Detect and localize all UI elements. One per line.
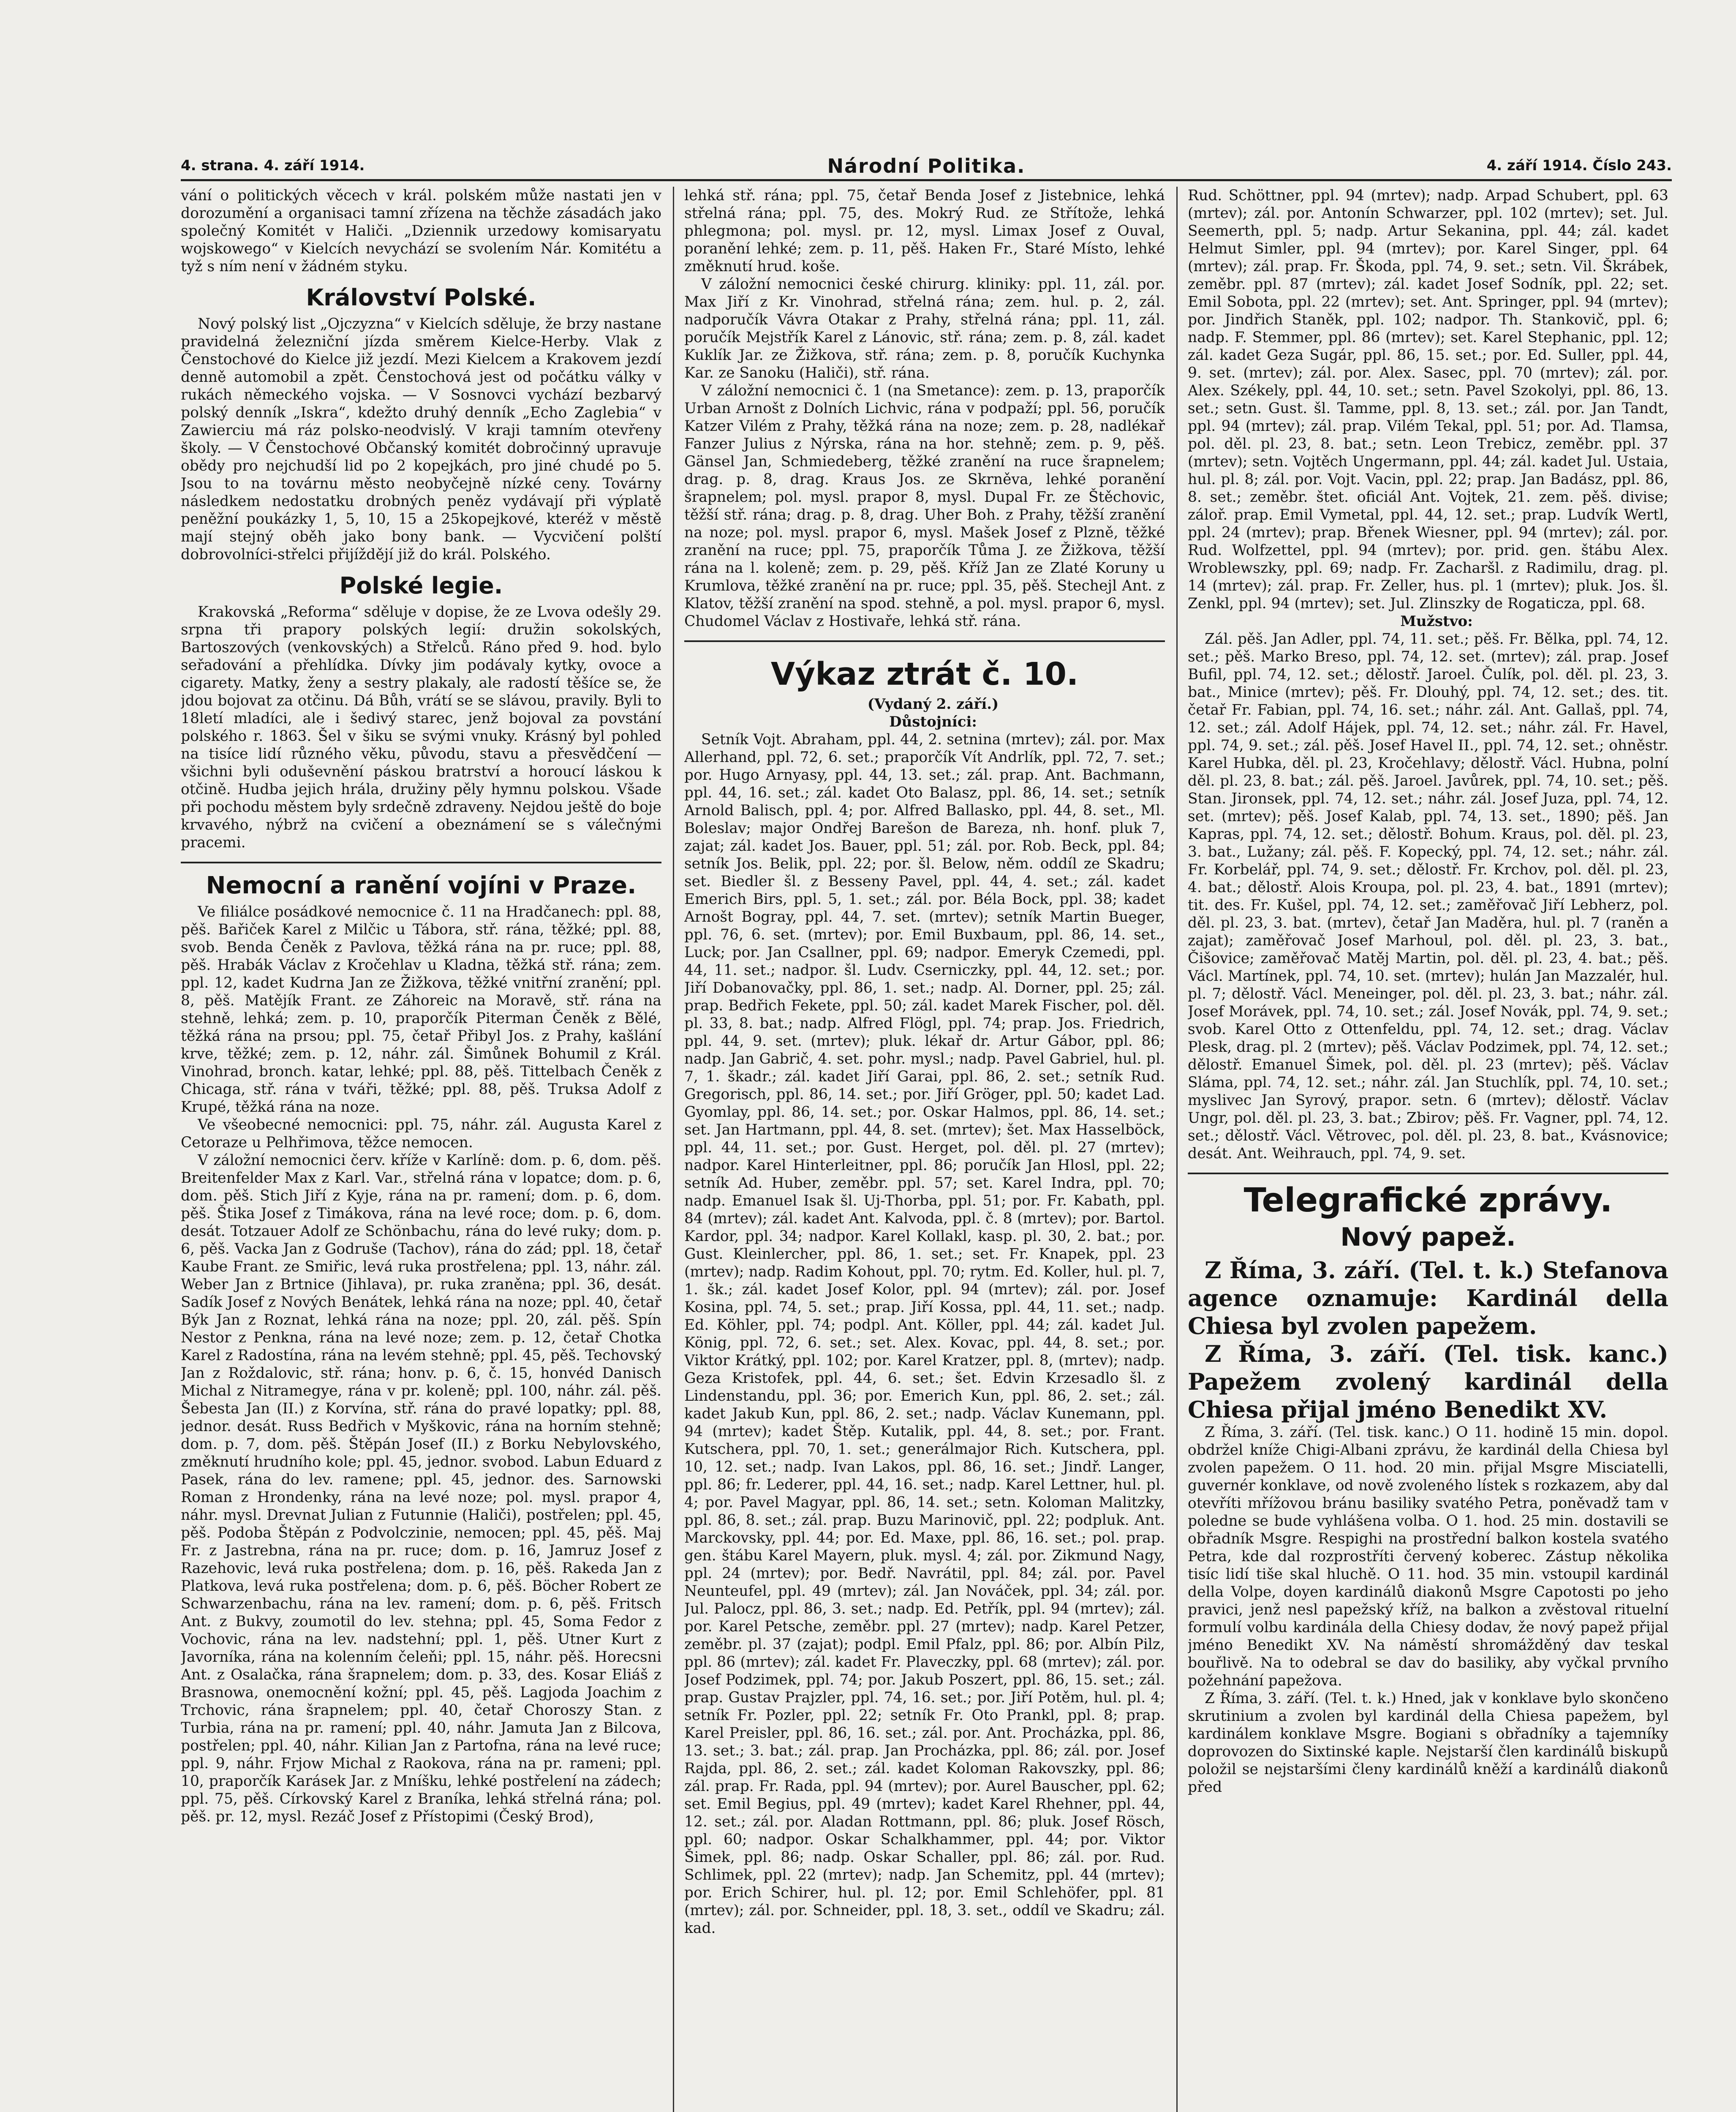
subheading-date: (Vydaný 2. září.) (867, 696, 999, 713)
header-issue-number: 4. září 1914. Číslo 243. (1486, 157, 1672, 174)
headline-novy-papez: Nový papež. (1340, 1222, 1516, 1252)
bulletin-lead: Z Říma, 3. září. (Tel. tisk. kanc.) Papežem zvolený kardinál della Chiesa přijal jméno Benedikt XV. (1188, 1340, 1668, 1423)
column-divider (673, 187, 674, 2112)
bulletin-lead: Z Říma, 3. září. (Tel. t. k.) Stefanova agence oznamuje: Kardinál della Chiesa byl zvolen papežem. (1188, 1257, 1668, 1339)
headline-nemocni-a-raneni: Nemocní a ranění vojíni v Praze. (206, 872, 637, 899)
article-continuation: vání o politických věcech v král. polském může nastati jen v dorozumění a organisaci tamní zřízena na těchže zásadách jako společný Komitét v Haliči. „Dziennik urzedowy komisaryatu wojskowego“ v Kielcích nevychází se svolením Nár. Komitétu a tyž s ním není v žádném styku. (181, 187, 661, 275)
section-divider (181, 862, 661, 863)
article-paragraph: Z Říma, 3. září. (Tel. tisk. kanc.) O 11. hodině 15 min. dopol. obdržel kníže Chigi-Albani zprávu, že kardinál della Chiesa byl zvolen papežem. O 11. hod. 20 min. přijal Msgre Misciatelli, guvernér konklave, od nově zvoleného lístek s rozkazem, aby dal otevříti mřížovou bránu basiliky svatého Petra, poněvadž tam v poledne se bude vyhlášena volba. O 1. hod. 25 min. dostavili se obřadník Msgre. Respighi na prostřední balkon kostela svatého Petra, kde dal rozprostříti červený koberec. Zástup několika tisíc lidí tiše skal hluchě. O 11. hod. 35 min. vstoupil kardinál della Volpe, doyen kardinálů diakonů Msgre Capotosti po jeho pravici, jenž nesl papežský kříž, na balkon a zvěstoval rituelní formulí volbu kardinála della Chiesy dodav, že nový papež přijal jméno Benedikt XV. Na náměstí shromážděný dav teskal bouřlivě. Na to odebral se dav do basiliky, aby vyčkal prvního požehnání papežova. (1188, 1424, 1668, 1689)
article-paragraph: V záložní nemocnici červ. kříže v Karlíně: dom. p. 6, dom. pěš. Breitenfelder Max z Karl. Var., střelná rána v lopatce; dom. p. 6, dom. pěš. Stich Jiří z Kyje, rána na pr. ramení; dom. p. 6, dom. pěš. Štika Josef z Timákova, rána na levé roce; dom. p. 6, dom. desát. Totzauer Adolf ze Schönbachu, rána do levé ruky; dom. p. 6, pěš. Vacka Jan z Godruše (Tachov), rána do zád; ppl. 18, četař Kaube Frant. ze Smiřic, levá ruka prostřelena; ppl. 13, náhr. zál. Weber Jan z Brtnice (Jihlava), pr. ruka zraněna; ppl. 36, desát. Sadík Josef z Nových Benátek, lehká rána na noze; ppl. 40, četař Býk Jan z Roznat, lehká rána na noze; ppl. 20, zál. pěš. Spín Nestor z Penkna, rána na levé noze; zem. p. 12, četař Chotka Karel z Radostína, rána na levém stehně; ppl. 45, pěš. Techovský Jan z Roždalovic, stř. rána; honv. p. 6, č. 15, honvéd Danisch Michal z Nitramegye, rána v pr. koleně; ppl. 100, náhr. zál. pěš. Šebesta Jan (II.) z Korvína, stř. rána do pravé lopatky; ppl. 88, jednor. desát. Russ Bedřich v Myškovic, rána na horním stehně; dom. p. 7, dom. pěš. Štěpán Josef (II.) z Borku Nebylovského, změknutí hrudního kole; ppl. 45, jednor. svobod. Labun Eduard z Pasek, rána do lev. ramene; ppl. 45, jednor. des. Sarnowski Roman z Hrondenky, rána na levé noze; pol. mysl. prapor 4, náhr. mysl. Drevnat Julian z Futunnie (Haliči), postřelen; ppl. 45, pěš. Podoba Štěpán z Podvolczinie, nemocen; ppl. 45, pěš. Maj Fr. z Jastrebna, rána na pr. ruce; dom. p. 16, Jamruz Josef z Razehovic, levá ruka postřelena; dom. p. 16, pěš. Rakeda Jan z Platkova, levá ruka postřelena; dom. p. 6, pěš. Böcher Robert ze Schwarzenbachu, rána na lev. ramení; dom. p. 6, pěš. Fritsch Ant. z Bukvy, zoumotil do lev. stehna; ppl. 45, Soma Fedor z Vochovic, rána na lev. nadstehní; ppl. 1, pěš. Utner Kurt z Javorníka, rána na kolenním čeleňi; ppl. 15, náhr. pěš. Horecsni Ant. z Osalačka, rána šrapnelem; dom. p. 33, des. Kosar Eliáš z Brasnowa, onemocnění kožní; ppl. 45, pěš. Lagjoda Joachim z Trchovic, rána šrapnelem; ppl. 40, četař Choroszy Stan. z Turbia, rána na pr. ramení; ppl. 40, náhr. Jamuta Jan z Bilcova, postřelen; ppl. 40, náhr. Kilian Jan z Partofna, rána na levé ruce; ppl. 9, náhr. Frjow Michal z Raokova, rána na pr. rameni; ppl. 10, praporčík Karásek Jar. z Mníšku, lehké postřelení na zádech; ppl. 75, pěš. Církovský Karel z Braníka, lehká střelná rána; pol. pěš. pr. 12, mysl. Rezáč Josef z Přístopimi (Český Brod), (181, 1152, 661, 1825)
article-paragraph: Nový polský list „Ojczyzna“ v Kielcích sděluje, že brzy nastane pravidelná železniční jízda směrem Kielce-Herby. Vlak z Čenstochové do Kielce již jezdí. Mezi Kielcem a Krakovem jezdí denně automobil a zpět. Čenstochová jest od počátku války v rukách německého vojska. — V Sosnovci vychází bezbarvý polský denník „Iskra“, kdežto druhý denník „Echo Zaglebia“ v Zawierciu má ráz polsko-neodvislý. V kraji tamním otevřeny školy. — V Čenstochové Občanský komitét dobročinný upravuje obědy pro nejchudší lid po 2 kopejkách, pro jiné chudé po 5. Jsou to na továrnu město neobyčejně nízké ceny. Továrny následkem nedostatku drobných peněz vydávají při výplatě peněžní poukázky 1, 5, 10, 15 a 25kopejkové, kteréž v městě mají stejný oběh jako bony bank. — Vycvičení polští dobrovolníci-střelci přijíždějí již do král. Polského. (181, 316, 661, 563)
page-header (181, 152, 1672, 181)
section-divider (1188, 1173, 1668, 1174)
column-divider (1176, 187, 1178, 2112)
article-continuation: lehká stř. rána; ppl. 75, četař Benda Josef z Jistebnice, lehká střelná rána; ppl. 75, des. Mokrý Rud. ze Střítože, lehká phlegmona; pol. mysl. pr. 12, mysl. Limax Josef z Ouval, poranění lehké; zem. p. 11, pěš. Haken Fr., Staré Místo, lehké změknutí hrud. koše. (684, 187, 1165, 275)
header-date-page: 4. strana. 4. září 1914. (181, 157, 365, 174)
section-divider (684, 640, 1165, 642)
headline-polske-legie: Polské legie. (339, 572, 503, 599)
article-paragraph: Ve všeobecné nemocnici: ppl. 75, náhr. zál. Augusta Karel z Cetoraze u Pelhřimova, těžce nemocen. (181, 1116, 661, 1151)
article-paragraph: V záložní nemocnici č. 1 (na Smetance): zem. p. 13, praporčík Urban Arnošt z Dolních Lichvic, rána v podpaží; ppl. 56, poručík Katzer Vilém z Prahy, těžká rána na noze; zem. p. 28, nadlékař Fanzer Julius z Nýrska, rána na hor. stehně; zem. p. 9, pěš. Gänsel Jan, Schmiedeberg, těžké zranění na ruce šrapnelem; drag. p. 8, drag. Kraus Jos. ze Skrněva, lehké poranění šrapnelem; pol. mysl. prapor 8, mysl. Dupal Fr. ze Štěchovic, těžší stř. rána; drag. p. 8, drag. Uher Boh. z Prahy, těžší zranění na noze; pol. mysl. prapor 6, mysl. Mašek Josef z Plzně, těžké zranění na ruce; ppl. 75, praporčík Tůma J. ze Žižkova, těžší rána na l. koleně; zem. p. 29, pěš. Kříž Jan ze Zlaté Koruny u Krumlova, těžké zranění na pr. ruce; ppl. 35, pěš. Stechejl Ant. z Klatov, těžší zranění na spod. stehně, a pol. mysl. prapor 6, mysl. Chudomel Václav z Hostivaře, lehká stř. rána. (684, 382, 1165, 630)
article-paragraph: V záložní nemocnici české chirurg. kliniky: ppl. 11, zál. por. Max Jiří z Kr. Vinohrad, střelná rána; zem. hul. p. 2, zál. nadporučík Vávra Otakar z Prahy, střelná rána; ppl. 11, zál. poručík Mejstřík Karel z Lánovic, stř. rána; zem. p. 8, zál. kadet Kuklík Jar. ze Žižkova, stř. rána; zem. p. 8, poručík Kuchynka Kar. ze Sanoku (Haliči), stř. rána. (684, 276, 1165, 381)
headline-telegraficke-zpravy: Telegrafické zprávy. (1243, 1181, 1613, 1219)
subheading-muzstvo: Mužstvo: (1400, 613, 1473, 630)
column-2 (684, 187, 1165, 2112)
article-paragraph: Krakovská „Reforma“ sděluje v dopise, že ze Lvova odešly 29. srpna tři prapory polských legií: družin sokolských, Bartoszových (venkovských) a Střelců. Ráno před 9. hod. bylo seřadování a přehlídka. Dívky jim podávaly kytky, ovoce a cigarety. Matky, ženy a sestry plakaly, ale radostí těšíce se, že jdou bojovat za otčinu. Dá Bůh, vrátí se se slávou, pravily. Byli to 18letí mladíci, ale i šedivý starec, jenž bojoval za povstání polského r. 1863. Šel v šiku se svými vnuky. Krásný byl pohled na tisíce lidí různého věku, původu, stavu a přesvědčení — všichni byli oduševnění páskou bratrství a horoucí láskou k otčině. Hudba jejich hrála, družiny pěly hymnu polskou. Všade při pochodu městem byly srdečně zdraveny. Nejdou ještě do boje krvavého, nýbrž na cvičení a obeznámení se s válečnými pracemi. (181, 604, 661, 851)
casualty-list-continuation: Rud. Schöttner, ppl. 94 (mrtev); nadp. Arpad Schubert, ppl. 63 (mrtev); zál. por. Antonín Schwarzer, ppl. 102 (mrtev); set. Jul. Seemerth, ppl. 5; nadp. Artur Sekanina, ppl. 44; zál. kadet Helmut Simler, ppl. 94 (mrtev); por. Karel Singer, ppl. 64 (mrtev); zál. prap. Fr. Škoda, ppl. 74, 9. set.; setn. Vil. Škrábek, zeměbr. ppl. 87 (mrtev); zál. kadet Josef Sodník, ppl. 22; set. Emil Sobota, ppl. 22 (mrtev); set. Ant. Springer, ppl. 94 (mrtev); por. Jindřich Staněk, ppl. 102; nadpor. Th. Stankovič, ppl. 6; nadp. F. Stemmer, ppl. 86 (mrtev); set. Karel Stephanic, ppl. 12; zál. kadet Geza Sugár, ppl. 86, 15. set.; por. Ed. Suller, ppl. 44, 9. set. (mrtev); zál. por. Alex. Sasec, ppl. 70 (mrtev); zál. por. Alex. Székely, ppl. 44, 10. set.; setn. Pavel Szokolyi, ppl. 86, 13. set.; setn. Gust. šl. Tamme, ppl. 8, 13. set.; zál. por. Jan Tandt, ppl. 94 (mrtev); zál. prap. Vilém Tekal, ppl. 51; por. Ad. Tlamsa, pol. děl. pl. 23, 8. bat.; setn. Leon Trebicz, zeměbr. ppl. 37 (mrtev); setn. Vojtěch Ungermann, ppl. 44; zál. kadet Jul. Ustaia, hul. pl. 8; zál. por. Vojt. Vacin, ppl. 22; prap. Jan Badász, ppl. 86, 8. set.; zeměbr. štet. oficiál Ant. Vojtek, 21. zem. pěš. divise; záloř. prap. Emil Vymetal, ppl. 44, 12. set.; prap. Ludvík Wertl, ppl. 24 (mrtev); prap. Břenek Wiesner, ppl. 94 (mrtev); zál. por. Rud. Wolfzettel, ppl. 94 (mrtev); por. prid. gen. štábu Alex. Wroblewszky, ppl. 69; nadp. Fr. Zacharšl. z Radimilu, drag. pl. 14 (mrtev); zál. prap. Fr. Zeller, hus. pl. 1 (mrtev); pluk. Jos. šl. Zenkl, ppl. 94 (mrtev); set. Jul. Zlinszky de Rogaticza, ppl. 68. (1188, 187, 1668, 612)
column-1 (181, 187, 661, 2112)
article-paragraph: Z Říma, 3. září. (Tel. t. k.) Hned, jak v konklave bylo skončeno skrutinium a zvolen byl kardinál della Chiesa papežem, byl kardinálem konklave Msgre. Bogiani s obřadníky a tajemníky doprovozen do Sixtinské kaple. Nejstarší člen kardinálů biskupů položil se nejstaršími členy kardinálů kněží a kardinálů diakonů před (1188, 1690, 1668, 1796)
casualty-list: Setník Vojt. Abraham, ppl. 44, 2. setnina (mrtev); zál. por. Max Allerhand, ppl. 72, 6. set.; praporčík Vít Andrlík, ppl. 72, 7. set.; por. Hugo Arnyasy, ppl. 44, 13. set.; zál. prap. Ant. Bachmann, ppl. 44, 16. set.; zál. kadet Oto Balasz, ppl. 86, 14. set.; setník Arnold Balisch, ppl. 4; por. Alfred Ballasko, ppl. 44, 8. set., Ml. Boleslav; major Ondřej Barešon de Bareza, nh. honf. pluk 7, zajat; zál. kadet Jos. Bauer, ppl. 51; zál. por. Rob. Beck, ppl. 84; setník Jos. Belik, ppl. 22; por. šl. Below, něm. oddíl ze Skadru; set. Biedler šl. z Besseny Pavel, ppl. 44, 4. set.; zál. kadet Emerich Birs, ppl. 5, 1. set.; zál. por. Béla Bock, ppl. 38; kadet Arnošt Bogray, ppl. 44, 7. set. (mrtev); setník Martin Bueger, ppl. 76, 6. set. (mrtev); por. Emil Buxbaum, ppl. 86, 14. set., Luck; por. Jan Csallner, ppl. 69; nadpor. Emeryk Czemedi, ppl. 44, 11. set.; nadpor. šl. Ludv. Cserniczky, ppl. 44, 12. set.; por. Jiří Dobanovačky, ppl. 86, 1. set.; nadp. Al. Dorner, ppl. 25; zál. prap. Bedřich Fekete, ppl. 50; zál. kadet Marek Fischer, pol. děl. pl. 33, 8. bat.; nadp. Alfred Flögl, ppl. 74; prap. Jos. Friedrich, ppl. 44, 9. set. (mrtev); pluk. lékař dr. Artur Gábor, ppl. 86; nadp. Jan Gabrič, 4. set. pohr. mysl.; nadp. Pavel Gabriel, hul. pl. 7, 1. škadr.; zál. kadet Jiří Garai, ppl. 86, 2. set.; setník Rud. Gregorisch, ppl. 86, 14. set.; por. Jiří Gröger, ppl. 50; kadet Lad. Gyomlay, ppl. 86, 14. set.; por. Oskar Halmos, ppl. 86, 14. set.; set. Jan Hartmann, ppl. 44, 8. set. (mrtev); šet. Max Hasselböck, ppl. 44, 11. set.; por. Gust. Herget, pol. děl. pl. 27 (mrtev); nadpor. Karel Hinterleitner, ppl. 86; poručík Jan Hlosl, ppl. 22; setník Ad. Huber, zeměbr. ppl. 57; set. Karel Indra, ppl. 70; nadp. Emanuel Isak šl. Uj-Thorba, ppl. 51; por. Fr. Kabath, ppl. 84 (mrtev); zál. kadet Ant. Kalvoda, ppl. č. 8 (mrtev); por. Bartol. Kardor, ppl. 34; nadpor. Karel Kollakl, kasp. pl. 30, 2. bat.; por. Gust. Kleinlercher, ppl. 86, 1. set.; set. Fr. Knapek, ppl. 23 (mrtev); nadp. Radim Kohout, ppl. 70; rytm. Ed. Koller, hul. pl. 7, 1. šk.; zál. kadet Josef Kolor, ppl. 94 (mrtev); zál. por. Josef Kosina, ppl. 74, 5. set.; prap. Jiří Kossa, ppl. 44, 11. set.; nadp. Ed. Köhler, ppl. 74; podpl. Ant. Köller, ppl. 44; zál. kadet Jul. König, ppl. 72, 6. set.; set. Alex. Kovac, ppl. 44, 8. set.; por. Viktor Krátký, ppl. 102; por. Karel Kratzer, ppl. 8, (mrtev); nadp. Geza Kristofek, ppl. 44, 6. set.; šet. Edvin Krzesadlo šl. z Lindenstandu, ppl. 36; por. Emerich Kun, ppl. 86, 2. set.; zál. kadet Jakub Kun, ppl. 86, 2. set.; nadp. Václav Kunemann, ppl. 94 (mrtev); kadet Štěp. Kutalik, ppl. 44, 8. set.; por. Frant. Kutschera, ppl. 70, 1. set.; generálmajor Rich. Kutschera, ppl. 10, 12. set.; nadp. Ivan Lakos, ppl. 86, 16. set.; Jindř. Langer, ppl. 86; fr. Lederer, ppl. 44, 16. set.; nadp. Karel Lettner, hul. pl. 4; por. Pavel Magyar, ppl. 86, 14. set.; setn. Koloman Malitzky, ppl. 86, 8. set.; zál. prap. Buzu Marinovič, ppl. 22; podpluk. Ant. Marckovsky, ppl. 44; por. Ed. Maxe, ppl. 86, 16. set.; pol. prap. gen. štábu Karel Mayern, pluk. mysl. 4; zál. por. Zikmund Nagy, ppl. 24 (mrtev); por. Bedř. Navrátil, ppl. 84; zál. por. Pavel Neunteufel, ppl. 49 (mrtev); zál. Jan Nováček, ppl. 34; zál. por. Jul. Palocz, ppl. 86, 3. set.; nadp. Ed. Petřík, ppl. 94 (mrtev); zál. por. Karel Petsche, zeměbr. ppl. 27 (mrtev); nadp. Karel Petzer, zeměbr. pl. 37 (zajat); podpl. Emil Pfalz, ppl. 86; por. Albín Pilz, ppl. 86 (mrtev); zál. kadet Fr. Plaveczky, ppl. 68 (mrtev); zál. por. Josef Podzimek, ppl. 74; por. Jakub Poszert, ppl. 86, 15. set.; zál. prap. Gustav Prajzler, ppl. 74, 16. set.; por. Jiří Potěm, hul. pl. 4; setník Fr. Pozler, ppl. 22; setník Fr. Oto Prankl, ppl. 8; prap. Karel Preisler, ppl. 86, 16. set.; zál. por. Ant. Procházka, ppl. 86, 13. set.; 3. bat.; zál. prap. Jan Procházka, ppl. 86; zál. por. Josef Rajda, ppl. 86, 2. set.; zál. kadet Koloman Rakovszky, ppl. 86; zál. prap. Fr. Rada, ppl. 94 (mrtev); por. Aurel Bauscher, ppl. 62; set. Emil Begius, ppl. 49 (mrtev); kadet Karel Rhehner, ppl. 44, 12. set.; zál. por. Aladan Rottmann, ppl. 86; pluk. Josef Rösch, ppl. 60; nadpor. Oskar Schalkhammer, ppl. 44; por. Viktor Šimek, ppl. 86; nadp. Oskar Schaller, ppl. 86; zál. por. Rud. Schlimek, ppl. 22 (mrtev); nadp. Jan Schemitz, ppl. 44 (mrtev); por. Erich Schirer, hul. pl. 12; por. Emil Schlehöfer, ppl. 81 (mrtev); zál. por. Schneider, ppl. 18, 3. set., oddíl ve Skadru; zál. kad. (684, 731, 1165, 1937)
headline-vykaz-ztrat: Výkaz ztrát č. 10. (770, 656, 1079, 692)
article-paragraph: Ve filiálce posádkové nemocnice č. 11 na Hradčanech: ppl. 88, pěš. Bařiček Karel z Milčic u Tábora, stř. rána, těžké; ppl. 88, svob. Benda Čeněk z Pavlova, těžká rána na pr. ruce; ppl. 88, pěš. Hrabák Václav z Kročehlav u Kladna, těžká stř. rána; zem. ppl. 12, kadet Kudrna Jan ze Žižkova, těžké vnitřní zranění; ppl. 8, pěš. Matějík Frant. ze Záhoreic na Moravě, stř. rána na stehně, lehká; zem. p. 10, praporčík Piterman Čeněk z Bělé, těžká rána na prsou; ppl. 75, četař Přibyl Jos. z Prahy, kašlání krve, těžké; zem. p. 12, náhr. zál. Šimůnek Bohumil z Král. Vinohrad, bronch. katar, lehké; ppl. 88, pěš. Tittelbach Čeněk z Chicaga, stř. rána v tváři, těžké; ppl. 88, pěš. Truksa Adolf z Krupé, těžká rána na noze. (181, 904, 661, 1116)
masthead-title: Národní Politika. (827, 155, 1026, 177)
headline-kralovstvi-polske: Království Polské. (306, 284, 536, 311)
subheading-officers: Důstojníci: (889, 713, 977, 730)
casualty-list: Zál. pěš. Jan Adler, ppl. 74, 11. set.; pěš. Fr. Bělka, ppl. 74, 12. set.; pěš. Marko Breso, ppl. 74, 12. set. (mrtev); zál. prap. Josef Bufil, ppl. 74, 12. set.; dělostř. Jaroel. Čulík, pol. děl. pl. 23, 3. bat., Minice (mrtev); pěš. Fr. Dlouhý, ppl. 74, 12. set.; des. tit. četař Fr. Fabian, ppl. 74, 16. set.; náhr. zál. Ant. Gallaš, ppl. 74, 12. set.; zál. Adolf Hájek, ppl. 74, 12. set.; náhr. zál. Fr. Havel, ppl. 74, 9. set.; zál. pěš. Josef Havel II., ppl. 74, 12. set.; ohněstr. Karel Hubka, děl. pl. 23, Kročehlavy; dělostř. Václ. Hubna, polní děl. pl. 23, 8. bat.; zál. pěš. Jaroel. Javůrek, ppl. 74, 10. set.; pěš. Stan. Jironsek, ppl. 74, 12. set.; náhr. zál. Josef Juza, ppl. 74, 12. set. (mrtev); pěš. Josef Kalab, ppl. 74, 13. set., 1890; pěš. Jan Kapras, ppl. 74, 12. set.; dělostř. Bohum. Kraus, pol. děl. pl. 23, 3. bat., Lužany; zál. pěš. F. Kopecký, ppl. 74, 12. set.; náhr. zál. Fr. Korbelář, ppl. 74, 9. set.; dělostř. Fr. Krchov, pol. děl. pl. 23, 4. bat.; dělostř. Alois Kroupa, pol. pl. 23, 4. bat., 1891 (mrtev); tit. des. Fr. Kušel, ppl. 74, 12. set.; zaměřovač Jiří Lebherz, pol. děl. pl. 23, 3. bat. (mrtev), četař Jan Maděra, hul. pl. 7 (raněn a zajat); zaměřovač Josef Marhoul, pol. děl. pl. 23, 3. bat., Čišovice; zaměřovač Matěj Martin, pol. děl. pl. 23, 4. bat.; pěš. Václ. Martínek, ppl. 74, 10. set. (mrtev); hulán Jan Mazzalér, hul. pl. 7; dělostř. Václ. Meneinger, pol. děl. pl. 23, 3. bat.; náhr. zál. Josef Morávek, ppl. 74, 10. set.; zál. Josef Novák, ppl. 74, 9. set.; svob. Karel Otto z Ottenfeldu, ppl. 74, 12. set.; drag. Václav Plesk, drag. pl. 2 (mrtev); pěš. Václav Podzimek, ppl. 74, 12. set.; dělostř. Emanuel Šimek, pol. děl. pl. 23 (mrtev); pěš. Václav Sláma, ppl. 74, 12. set.; náhr. zál. Jan Stuchlík, ppl. 74, 10. set.; myslivec Jan Syrový, prapor. setn. 6 (mrtev); dělostř. Václav Ungr, pol. děl. pl. 23, 3. bat.; Zbirov; pěš. Fr. Vagner, ppl. 74, 12. set.; dělostř. Václ. Větrovec, pol. děl. pl. 23, 8. bat., Kvásnovice; desát. Ant. Weihrauch, ppl. 74, 9. set. (1188, 631, 1668, 1162)
column-3 (1188, 187, 1668, 2112)
newspaper-page (181, 152, 1672, 2112)
